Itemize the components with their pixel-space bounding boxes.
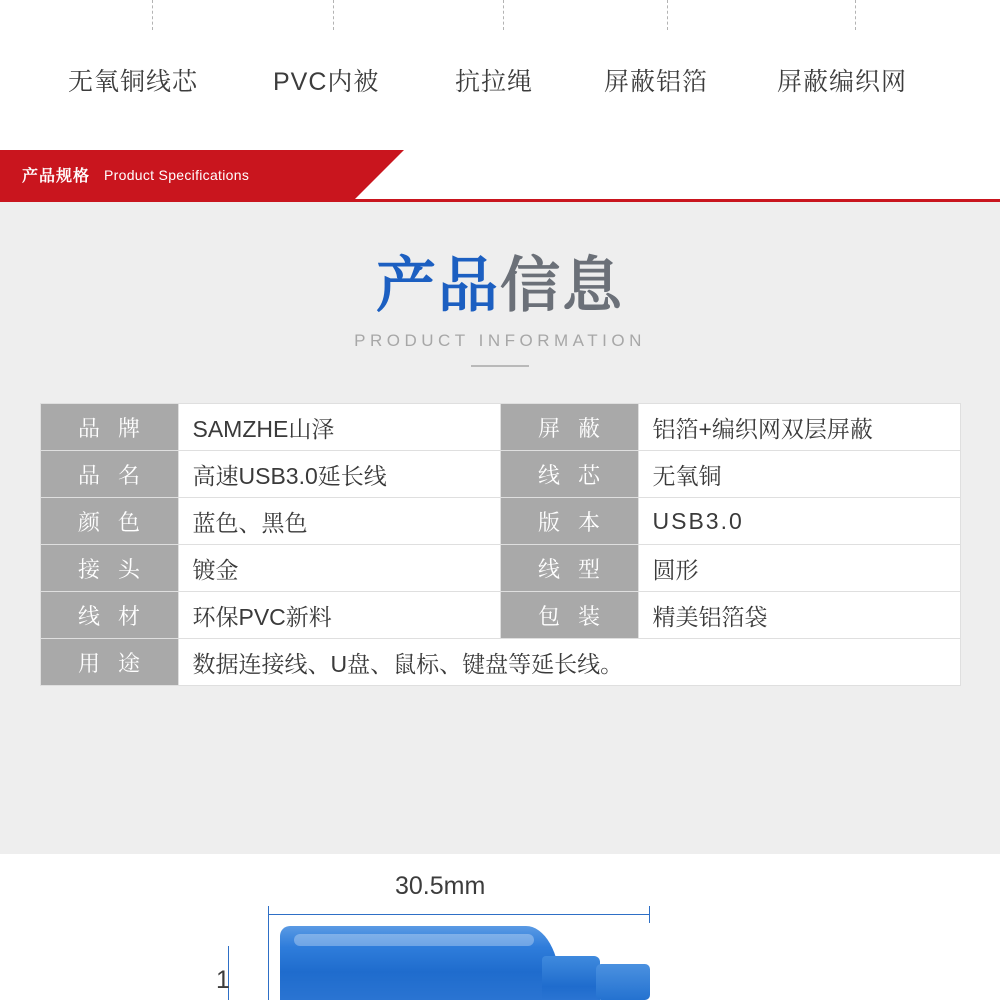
spec-label-conductor: 线 芯	[500, 451, 638, 498]
product-info-subtitle: PRODUCT INFORMATION	[354, 331, 646, 350]
product-dimension-section	[0, 854, 1000, 1000]
table-row	[40, 404, 960, 451]
spec-value-connector: 镀金	[178, 545, 500, 592]
leader-line-1	[152, 0, 153, 30]
dimension-extension-line-left	[268, 914, 269, 1000]
spec-label-version: 版 本	[500, 498, 638, 545]
spec-value-version: USB3.0	[638, 498, 960, 545]
section-header-title-cn: 产品规格	[22, 168, 91, 185]
product-info-title-grey: 信息	[500, 252, 624, 319]
specifications-table	[40, 403, 961, 686]
section-header-title-en: Product Specifications	[104, 166, 250, 183]
connector-neck	[542, 956, 600, 1000]
spec-label-packaging: 包 装	[500, 592, 638, 639]
connector-housing	[280, 926, 560, 1000]
spec-label-shielding: 屏 蔽	[500, 404, 638, 451]
spec-value-usage: 数据连接线、U盘、鼠标、键盘等延长线。	[178, 639, 960, 686]
table-row	[40, 498, 960, 545]
table-row	[40, 592, 960, 639]
section-header-bar	[0, 150, 1000, 202]
dimension-width-label: 30.5mm	[395, 872, 486, 900]
product-info-title-block	[0, 254, 1000, 367]
spec-label-material: 线 材	[40, 592, 178, 639]
table-row	[40, 639, 960, 686]
spec-label-color: 颜 色	[40, 498, 178, 545]
product-info-title	[0, 254, 1000, 317]
usb-connector-image	[280, 926, 650, 1000]
spec-label-product-name: 品 名	[40, 451, 178, 498]
leader-line-3	[503, 0, 504, 30]
leader-line-5	[855, 0, 856, 30]
spec-value-color: 蓝色、黑色	[178, 498, 500, 545]
leader-line-4	[667, 0, 668, 30]
callout-section	[0, 0, 1000, 150]
spec-value-product-name: 高速USB3.0延长线	[178, 451, 500, 498]
dimension-width-line	[268, 914, 650, 915]
spec-value-shielding: 铝箔+编织网双层屏蔽	[638, 404, 960, 451]
spec-value-brand: SAMZHE山泽	[178, 404, 500, 451]
callout-label-pvc-inner: PVC内被	[273, 68, 380, 96]
leader-line-2	[333, 0, 334, 30]
section-header-ribbon	[0, 150, 355, 199]
callout-label-tensile-cord: 抗拉绳	[455, 68, 534, 96]
product-info-subtitle-wrap	[0, 331, 1000, 351]
spec-value-material: 环保PVC新料	[178, 592, 500, 639]
callout-label-shield-braid: 屏蔽编织网	[777, 68, 908, 96]
spec-label-cable-shape: 线 型	[500, 545, 638, 592]
spec-value-packaging: 精美铝箔袋	[638, 592, 960, 639]
callout-label-oxygen-free-copper: 无氧铜线芯	[68, 68, 199, 96]
title-underline	[471, 365, 529, 367]
spec-value-conductor: 无氧铜	[638, 451, 960, 498]
spec-label-connector: 接 头	[40, 545, 178, 592]
table-row	[40, 545, 960, 592]
connector-highlight	[294, 934, 534, 946]
spec-label-brand: 品 牌	[40, 404, 178, 451]
connector-tip	[596, 964, 650, 1000]
table-row	[40, 451, 960, 498]
callout-label-shield-foil: 屏蔽铝箔	[604, 68, 709, 96]
dimension-height-label: 1	[216, 966, 230, 994]
specifications-body	[0, 202, 1000, 854]
spec-label-usage: 用 途	[40, 639, 178, 686]
product-info-title-blue: 产品	[376, 252, 500, 319]
spec-value-cable-shape: 圆形	[638, 545, 960, 592]
